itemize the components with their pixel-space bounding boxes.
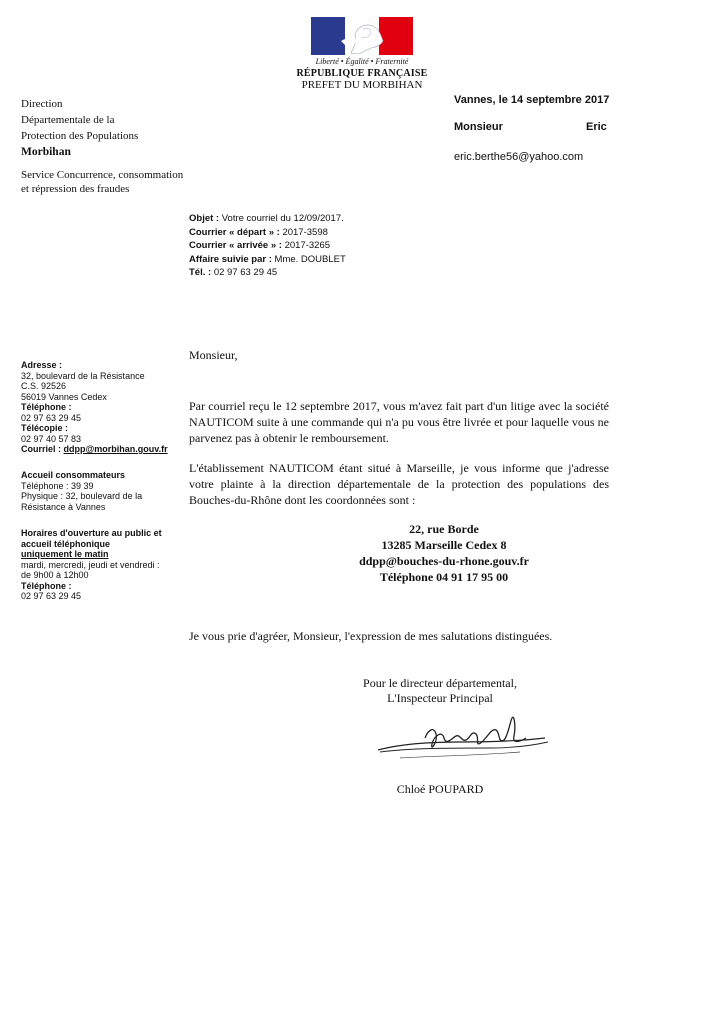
- courriel-line: Courriel : ddpp@morbihan.gouv.fr: [21, 444, 168, 454]
- contact-block: [289, 521, 599, 585]
- accueil-physique-1: Physique : 32, boulevard de la: [21, 491, 143, 501]
- horaires-line-2: accueil téléphonique: [21, 538, 111, 549]
- paragraph-2: L'établissement NAUTICOM étant situé à Marseille, je vous informe que j'adresse votre plainte à la direction départementale de la protection des populations des Bouches-du-Rhône dont les coordonnées sont :: [189, 461, 609, 507]
- paragraph-1: Par courriel reçu le 12 septembre 2017, vous m'avez fait part d'un litige avec la société NAUTICOM suite à une commande qui n'a pu vous être livrée et pour laquelle vous ne parvenez pas à obtenir le remboursement.: [189, 399, 609, 445]
- address-label: Adresse :: [21, 360, 63, 370]
- sender-block: [21, 96, 138, 160]
- greeting: Monsieur,: [189, 348, 238, 362]
- sidebar-accueil: [21, 470, 181, 512]
- address-line-1: 32, boulevard de la Résistance: [21, 370, 145, 381]
- service-line-2: et répression des fraudes: [21, 183, 130, 195]
- service-block: [21, 168, 183, 196]
- accueil-telephone: Téléphone : 39 39: [21, 480, 94, 491]
- service-line-1: Service Concurrence, consommation: [21, 169, 184, 181]
- republic-motto: Liberté • Égalité • Fraternité: [315, 57, 409, 66]
- sender-region: Morbihan: [21, 146, 71, 158]
- sender-department-1: Départementale de la: [21, 114, 115, 126]
- reference-telephone: Tél. : 02 97 63 29 45: [189, 267, 278, 278]
- telephone-value: 02 97 63 29 45: [21, 412, 82, 423]
- sidebar-horaires: [21, 528, 181, 602]
- handwritten-signature: [370, 708, 560, 768]
- signatory-name: Chloé POUPARD: [396, 782, 484, 796]
- horaires-days: mardi, mercredi, jeudi et vendredi :: [21, 559, 160, 570]
- horaires-line-3: uniquement le matin: [21, 549, 109, 559]
- address-line-2: C.S. 92526: [21, 381, 67, 391]
- republic-name: RÉPUBLIQUE FRANÇAISE: [296, 68, 428, 79]
- closing-formula: Je vous prie d'agréer, Monsieur, l'expression de mes salutations distinguées.: [189, 629, 553, 643]
- signature-title: L'Inspecteur Principal: [387, 691, 493, 705]
- contact-city: 13285 Marseille Cedex 8: [381, 538, 507, 552]
- horaires-telephone: 02 97 63 29 45: [21, 591, 82, 601]
- accueil-physique-2: Résistance à Vannes: [21, 501, 106, 512]
- reference-affaire: Affaire suivie par : Mme. DOUBLET: [189, 253, 346, 265]
- telecopie-value: 02 97 40 57 83: [21, 433, 82, 444]
- accueil-label: Accueil consommateurs: [21, 470, 126, 480]
- signature-for-line: Pour le directeur départemental,: [363, 676, 517, 690]
- telephone-label: Téléphone :: [21, 402, 72, 412]
- contact-telephone: Téléphone 04 91 17 95 00: [379, 570, 509, 584]
- reference-objet: Objet : Votre courriel du 12/09/2017.: [189, 213, 344, 224]
- republic-logo: [311, 17, 413, 55]
- reference-arrivee: Courrier « arrivée » : 2017-3265: [189, 240, 331, 251]
- address-line-3: 56019 Vannes Cedex: [21, 391, 107, 402]
- sender-department-2: Protection des Populations: [21, 130, 139, 142]
- contact-email: ddpp@bouches-du-rhone.gouv.fr: [359, 554, 529, 568]
- horaires-hours: de 9h00 à 12h00: [21, 570, 89, 580]
- recipient-salutation: Monsieur: [454, 121, 503, 133]
- sender-direction: Direction: [21, 98, 63, 110]
- sidebar-contact: [21, 360, 181, 455]
- reference-depart: Courrier « départ » : 2017-3598: [189, 226, 328, 238]
- marianne-logo: [311, 17, 413, 55]
- recipient-first-name: Eric: [586, 121, 607, 133]
- contact-street: 22, rue Borde: [409, 522, 479, 536]
- recipient-email: eric.berthe56@yahoo.com: [454, 151, 584, 163]
- telecopie-label: Télécopie :: [21, 423, 69, 433]
- courriel-link[interactable]: ddpp@morbihan.gouv.fr: [63, 444, 168, 454]
- letter-date: Vannes, le 14 septembre 2017: [454, 94, 610, 106]
- reference-block: [189, 212, 346, 280]
- prefecture-name: PREFET DU MORBIHAN: [301, 79, 423, 91]
- horaires-line-1: Horaires d'ouverture au public et: [21, 528, 162, 538]
- horaires-telephone-label: Téléphone :: [21, 580, 72, 591]
